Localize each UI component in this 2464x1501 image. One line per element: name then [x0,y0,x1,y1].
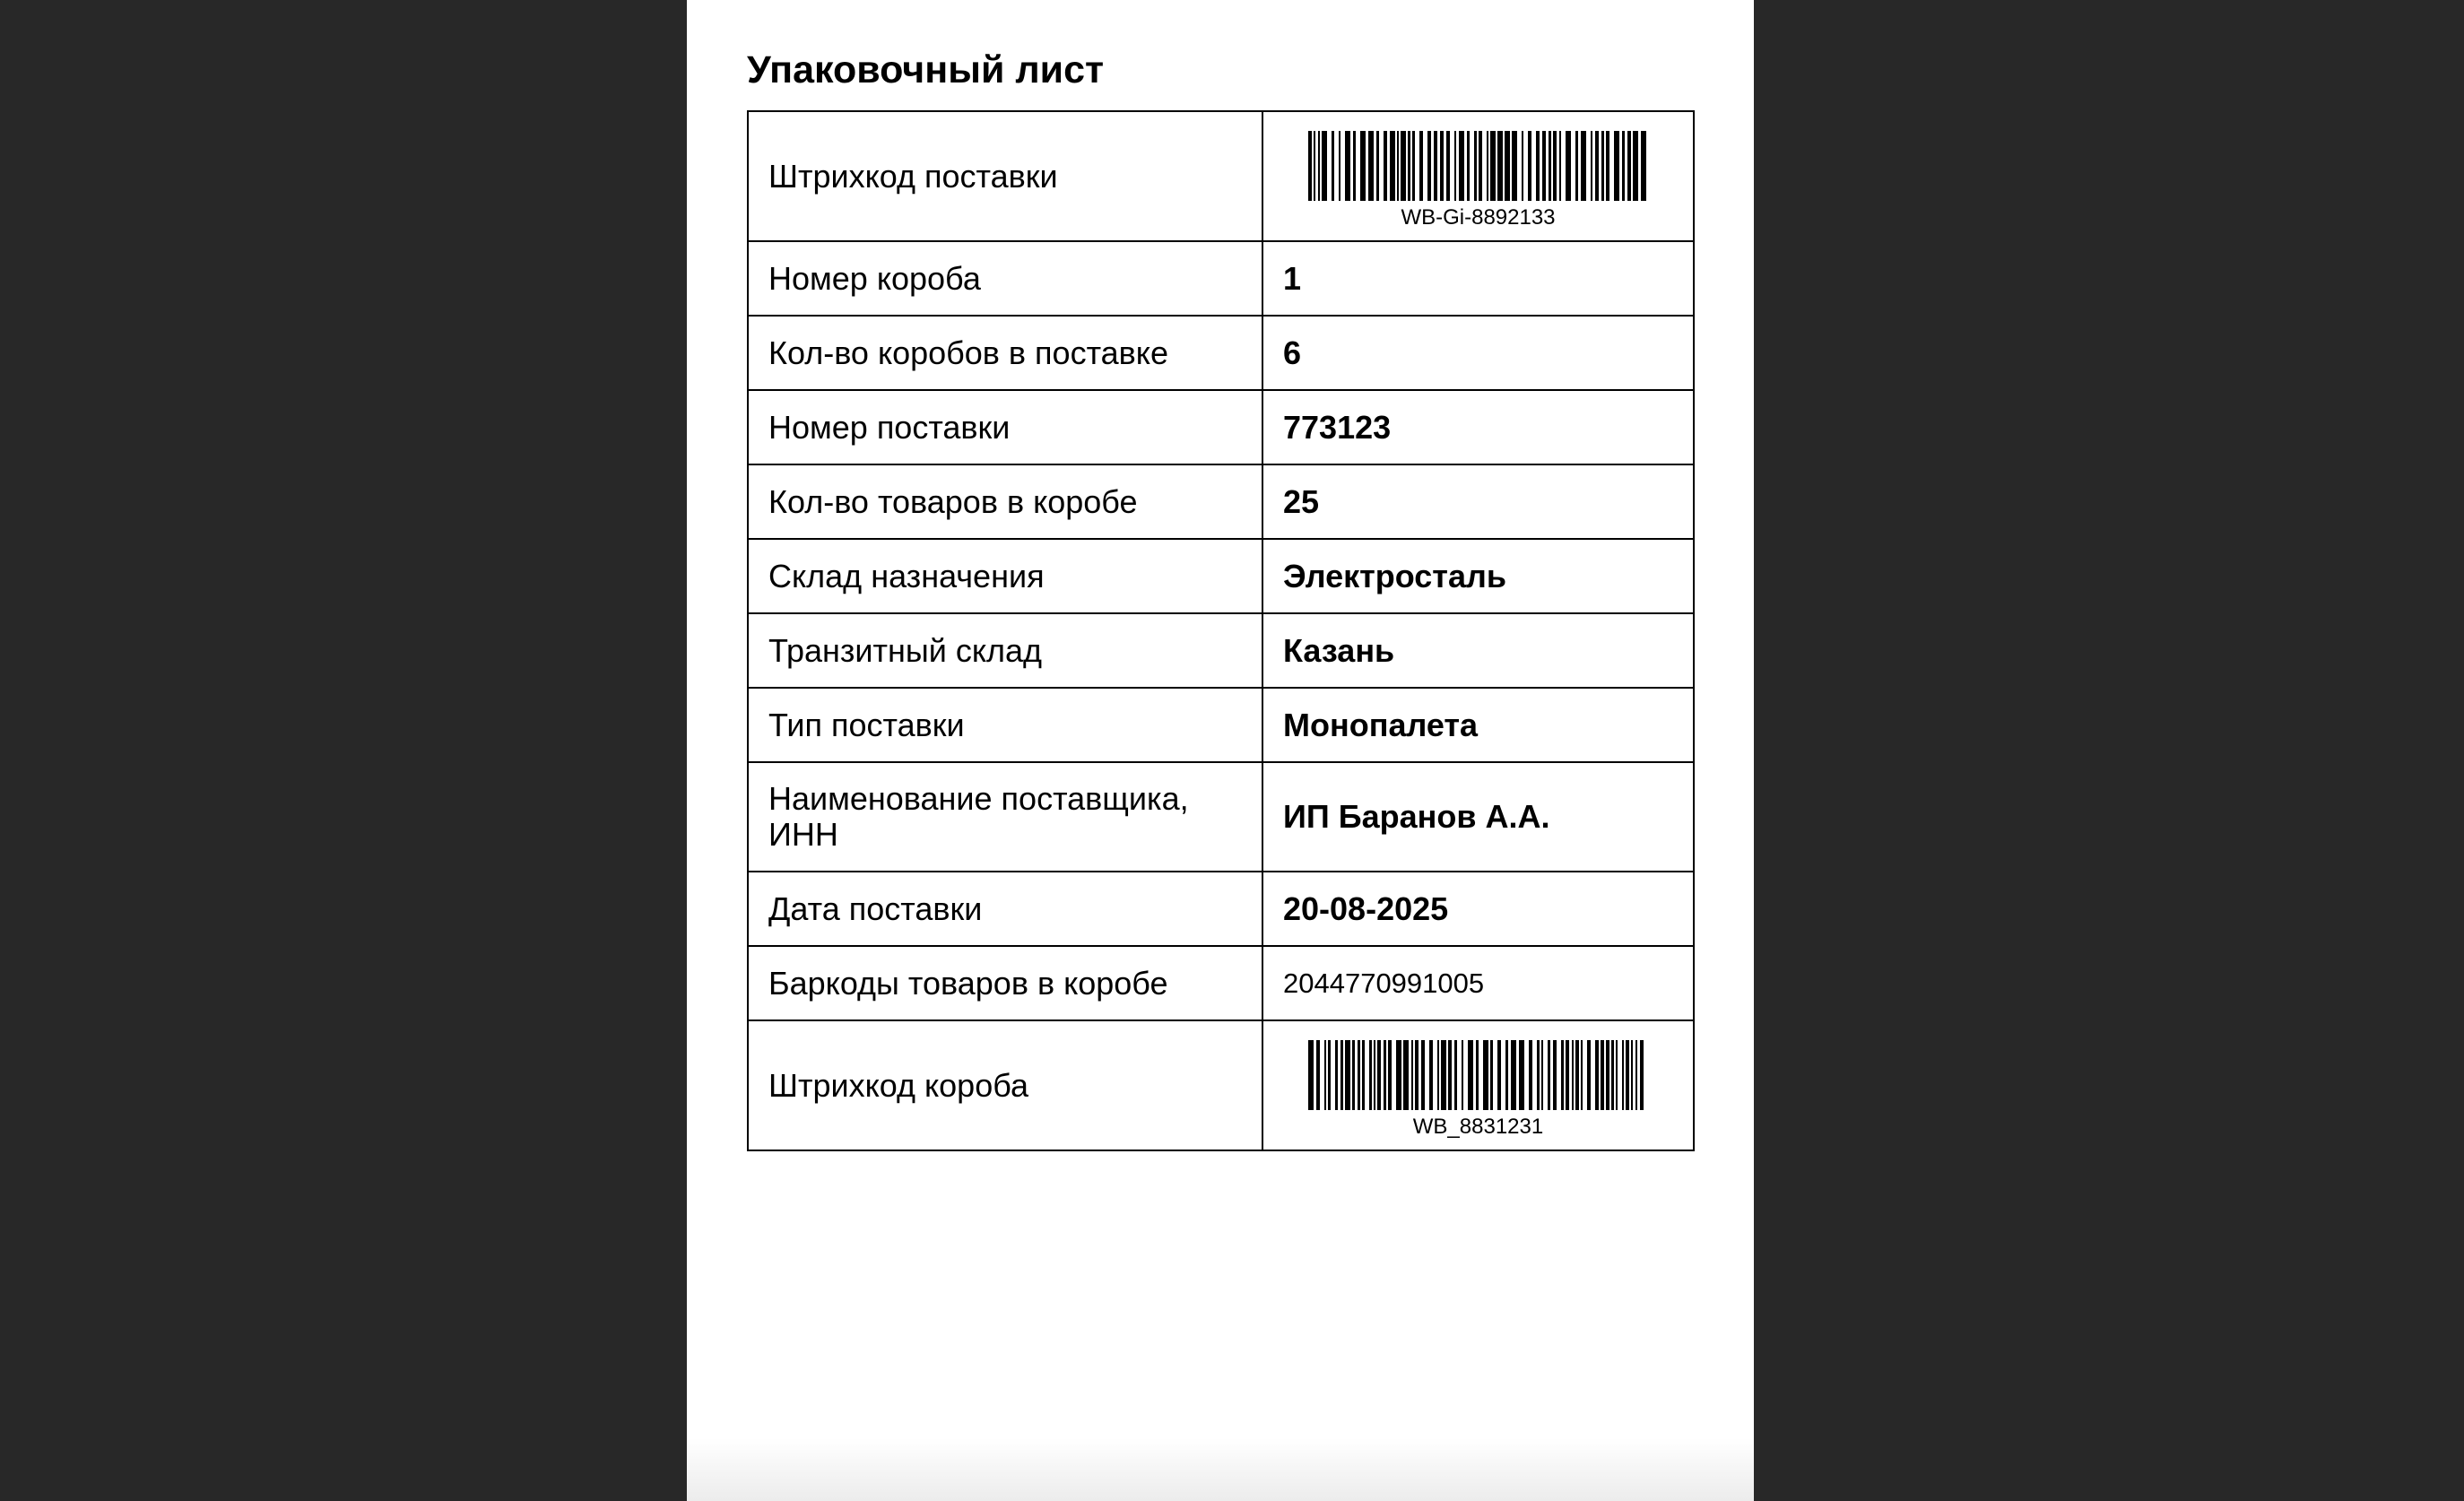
barcode-bar [1640,1040,1644,1110]
barcode-bar [1476,1040,1479,1110]
barcode-bar [1566,131,1571,201]
barcode-bar [1390,131,1395,201]
barcode-bar [1641,131,1646,201]
box-barcode-image [1308,1040,1649,1110]
barcode-bar [1308,1040,1314,1110]
barcode-bar [1497,131,1503,201]
barcode-bar [1622,1040,1624,1110]
barcode-bar [1314,131,1315,201]
barcode-bar [1542,131,1546,201]
barcode-bar [1377,1040,1381,1110]
barcode-bar [1606,1040,1609,1110]
table-row [748,390,1694,464]
barcode-bar [1483,1040,1488,1110]
barcode-bar [1553,131,1557,201]
barcode-bar [1358,1040,1360,1110]
table-row [748,539,1694,613]
row-label: Дата поставки [748,872,1262,946]
table-row [748,946,1694,1020]
barcode-bar [1487,131,1488,201]
barcode-bar [1581,131,1586,201]
supply-barcode-cell [1262,111,1694,241]
barcode-bar [1324,1040,1326,1110]
barcode-bar [1434,131,1437,201]
barcode-bar [1591,131,1592,201]
barcode-bar [1537,1040,1540,1110]
barcode-bar [1459,131,1464,201]
boxes-in-supply-value: 6 [1262,316,1694,390]
barcode-bar [1403,1040,1409,1110]
barcode-bar [1335,1040,1338,1110]
barcode-bar [1384,131,1387,201]
barcode-bar [1397,131,1399,201]
row-label: Кол-во коробов в поставке [748,316,1262,390]
barcode-bar [1441,1040,1446,1110]
barcode-bar [1376,131,1379,201]
barcode-bar [1328,1040,1331,1110]
supply-type-value: Монопалета [1262,688,1694,762]
barcode-bar [1415,1040,1419,1110]
barcode-bar [1440,131,1444,201]
barcode-bar [1374,1040,1375,1110]
barcode-bar [1467,131,1470,201]
barcode-bar [1419,131,1423,201]
barcode-bar [1446,131,1450,201]
table-row [748,613,1694,688]
box-barcode-cell [1262,1020,1694,1150]
table-row [748,316,1694,390]
barcode-bar [1548,1040,1550,1110]
barcode-bar [1581,1040,1583,1110]
barcode-bar [1339,131,1340,201]
barcode-bar [1369,1040,1372,1110]
table-row [748,464,1694,539]
table-row [748,688,1694,762]
supply-number-value: 773123 [1262,390,1694,464]
barcode-bar [1572,1040,1574,1110]
barcode-bar [1340,1040,1343,1110]
barcode-bar [1388,1040,1392,1110]
barcode-bar [1519,1040,1524,1110]
barcode-bar [1549,131,1551,201]
table-row [748,111,1694,241]
barcode-bar [1479,131,1482,201]
barcode-bar [1396,1040,1401,1110]
barcode-bar [1448,1040,1452,1110]
barcode-bar [1631,1040,1633,1110]
row-label: Штрихкод поставки [748,111,1262,241]
row-label: Номер поставки [748,390,1262,464]
barcode-bar [1412,131,1415,201]
barcode-bar [1474,131,1477,201]
row-label: Тип поставки [748,688,1262,762]
barcode-bar [1541,1040,1543,1110]
barcode-bar [1429,1040,1433,1110]
barcode-bar [1353,131,1356,201]
barcode-bar [1512,131,1517,201]
barcode-bar [1622,131,1625,201]
supplier-value: ИП Баранов А.А. [1262,762,1694,872]
items-in-box-value: 25 [1262,464,1694,539]
barcode-bar [1360,131,1366,201]
barcode-bar [1627,131,1631,201]
destination-warehouse-value: Электросталь [1262,539,1694,613]
barcode-bar [1427,131,1431,201]
item-barcodes-value: 2044770991005 [1262,946,1694,1020]
table-row [748,241,1694,316]
table-row [748,762,1694,872]
barcode-bar [1332,131,1334,201]
row-label: Склад назначения [748,539,1262,613]
row-label: Кол-во товаров в коробе [748,464,1262,539]
supply-barcode-text: WB-Gi-8892133 [1401,204,1556,230]
barcode-bar [1490,1040,1493,1110]
barcode-bar [1411,1040,1413,1110]
barcode-bar [1454,1040,1457,1110]
barcode-bar [1635,1040,1637,1110]
barcode-bar [1316,1040,1320,1110]
barcode-bar [1559,131,1561,201]
document-page [687,0,1754,1501]
barcode-bar [1345,1040,1350,1110]
barcode-bar [1575,131,1578,201]
barcode-bar [1505,1040,1508,1110]
barcode-bar [1529,1040,1532,1110]
barcode-bar [1614,131,1619,201]
barcode-bar [1633,131,1638,201]
supply-date-value: 20-08-2025 [1262,872,1694,946]
document-title: Упаковочный лист [747,48,1105,91]
row-label: Транзитный склад [748,613,1262,688]
barcode-bar [1421,1040,1425,1110]
barcode-bar [1437,1040,1439,1110]
box-barcode-text: WB_8831231 [1412,1114,1544,1139]
barcode-bar [1497,1040,1501,1110]
barcode-bar [1587,1040,1591,1110]
barcode-bar [1505,131,1510,201]
barcode-bar [1490,131,1496,201]
packing-list-table [747,110,1695,1151]
barcode-bar [1522,131,1523,201]
barcode-bar [1553,1040,1557,1110]
barcode-bar [1462,1040,1463,1110]
barcode-bar [1611,1040,1614,1110]
row-label: Баркоды товаров в коробе [748,946,1262,1020]
barcode-bar [1368,131,1374,201]
barcode-bar [1362,1040,1365,1110]
barcode-bar [1626,1040,1629,1110]
barcode-bar [1454,131,1456,201]
barcode-bar [1606,131,1609,201]
row-label: Наименование поставщика, ИНН [748,762,1262,872]
transit-warehouse-value: Казань [1262,613,1694,688]
barcode-bar [1384,1040,1386,1110]
barcode-bar [1352,1040,1355,1110]
barcode-bar [1575,1040,1579,1110]
table-row [748,1020,1694,1150]
barcode-bar [1468,1040,1473,1110]
barcode-bar [1561,1040,1564,1110]
barcode-bar [1511,1040,1516,1110]
row-label: Штрихкод короба [748,1020,1262,1150]
barcode-bar [1601,1040,1604,1110]
barcode-bar [1528,131,1531,201]
table-row [748,872,1694,946]
supply-barcode-image [1308,131,1649,201]
barcode-bar [1536,131,1540,201]
barcode-bar [1322,131,1327,201]
page-bottom-shadow [687,1438,1754,1501]
barcode-bar [1595,1040,1599,1110]
barcode-bar [1308,131,1312,201]
row-label: Номер короба [748,241,1262,316]
box-number-value: 1 [1262,241,1694,316]
barcode-bar [1595,131,1599,201]
barcode-bar [1345,131,1350,201]
barcode-bar [1566,1040,1569,1110]
barcode-bar [1401,131,1406,201]
barcode-bar [1616,1040,1618,1110]
barcode-bar [1601,131,1604,201]
barcode-bar [1318,131,1320,201]
barcode-bar [1408,131,1410,201]
